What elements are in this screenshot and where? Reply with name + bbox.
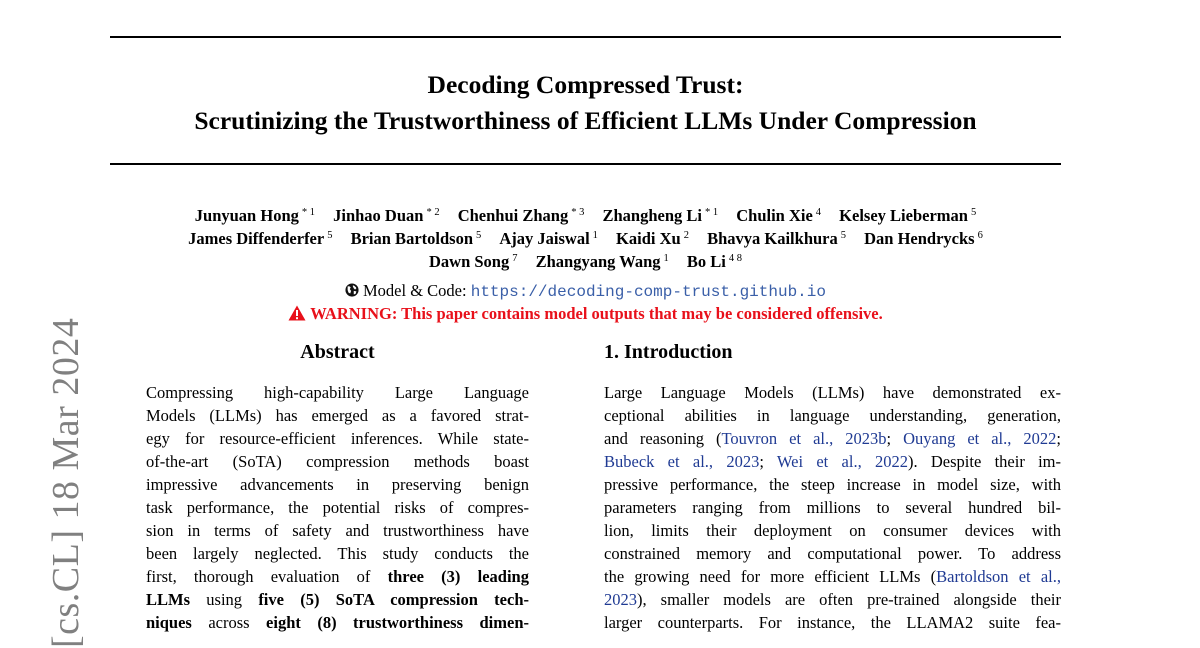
intro-line: Bubeck et al., 2023; Wei et al., 2022). Despite their im-	[604, 452, 1062, 471]
intro-line: lion, limits their deployment on consumer devices with	[604, 521, 1061, 540]
intro-line: constrained memory and computational power. To address	[604, 544, 1061, 563]
intro-line: 2023), smaller models are often pre-trained alongside their	[604, 590, 1061, 609]
offensive-content-warning	[110, 303, 1061, 325]
author: Jinhao Duan $^{* 2}$	[333, 206, 440, 225]
abstract-line: Models (LLMs) has emerged as a favored strat-	[146, 406, 529, 425]
warning-text: WARNING: This paper contains model outputs that may be considered offensive.	[310, 304, 883, 323]
author: Kelsey Lieberman $^5$	[839, 206, 977, 225]
author: Brian Bartoldson $^5$	[350, 229, 482, 248]
globe-icon	[345, 283, 359, 297]
author: Bo Li $^{4 8}$	[686, 252, 742, 271]
author: Dawn Song $^7$	[429, 252, 518, 271]
abstract-line: egy for resource-efficient inferences. While state-	[146, 429, 529, 448]
author: James Diffenderfer $^5$	[188, 229, 333, 248]
introduction-heading: 1. Introduction	[604, 341, 733, 363]
abstract-line: niques across eight (8) trustworthiness dimen-	[146, 613, 529, 632]
author: Zhangheng Li $^{* 1}$	[602, 206, 719, 225]
abstract-line: impressive advancements in preserving benign	[146, 475, 529, 494]
title-line-2: Scrutinizing the Trustworthiness of Efficient LLMs Under Compression	[194, 106, 977, 135]
arxiv-side-stamp: [cs.CL] 18 Mar 2024	[45, 317, 87, 648]
citation-link[interactable]: Wei et al., 2022	[776, 452, 908, 471]
author: Junyuan Hong $^{* 1}$	[194, 206, 315, 225]
abstract-line: task performance, the potential risks of compres-	[146, 498, 529, 517]
intro-line: larger counterparts. For instance, the LLAMA2 suite fea-	[604, 613, 1061, 632]
author-line-1	[110, 204, 1061, 227]
citation-link[interactable]: Touvron et al., 2023b	[721, 429, 887, 448]
abstract-line: sion in terms of safety and trustworthiness have	[146, 521, 529, 540]
paper-title	[110, 67, 1061, 139]
model-code-line	[110, 280, 1061, 303]
citation-link[interactable]: Bartoldson et al.,	[936, 567, 1061, 586]
intro-line: and reasoning (Touvron et al., 2023b; Ouyang et al., 2022;	[604, 429, 1061, 448]
title-rule-bottom	[110, 163, 1061, 165]
author: Chulin Xie $^4$	[736, 206, 822, 225]
intro-line: the growing need for more efficient LLMs (Bartoldson et al.,	[604, 567, 1061, 586]
citation-link[interactable]: 2023	[604, 590, 637, 609]
abstract-body	[146, 381, 529, 634]
title-rule-top	[110, 36, 1061, 38]
citation-link[interactable]: Ouyang et al., 2022	[903, 429, 1057, 448]
model-code-label: Model & Code:	[363, 281, 467, 300]
abstract-line: of-the-art (SoTA) compression methods boast	[146, 452, 529, 471]
citation-link[interactable]: Bubeck et al., 2023	[604, 452, 760, 471]
intro-line: ceptional abilities in language understanding, generation,	[604, 406, 1061, 425]
project-url-link[interactable]: https://decoding-comp-trust.github.io	[470, 283, 826, 301]
warning-icon	[288, 305, 306, 321]
author-list	[110, 204, 1061, 273]
intro-line: pressive performance, the steep increase in model size, with	[604, 475, 1061, 494]
intro-line: parameters ranging from millions to several hundred bil-	[604, 498, 1061, 517]
author-line-3	[110, 250, 1061, 273]
author: Zhangyang Wang $^1$	[535, 252, 669, 271]
title-line-1: Decoding Compressed Trust:	[427, 70, 744, 99]
intro-line: Large Language Models (LLMs) have demonstrated ex-	[604, 383, 1061, 402]
author: Bhavya Kailkhura $^5$	[707, 229, 846, 248]
introduction-body	[604, 381, 1061, 634]
abstract-line: first, thorough evaluation of three (3) leading	[146, 567, 529, 586]
author: Kaidi Xu $^2$	[616, 229, 689, 248]
abstract-heading: Abstract	[300, 341, 375, 363]
author: Chenhui Zhang $^{* 3}$	[457, 206, 585, 225]
author: Ajay Jaiswal $^1$	[499, 229, 598, 248]
abstract-line: LLMs using five (5) SoTA compression tech-	[146, 590, 529, 609]
author: Dan Hendrycks $^6$	[864, 229, 983, 248]
abstract-line: Compressing high-capability Large Language	[146, 383, 529, 402]
author-line-2	[110, 227, 1061, 250]
abstract-line: been largely neglected. This study conducts the	[146, 544, 529, 563]
